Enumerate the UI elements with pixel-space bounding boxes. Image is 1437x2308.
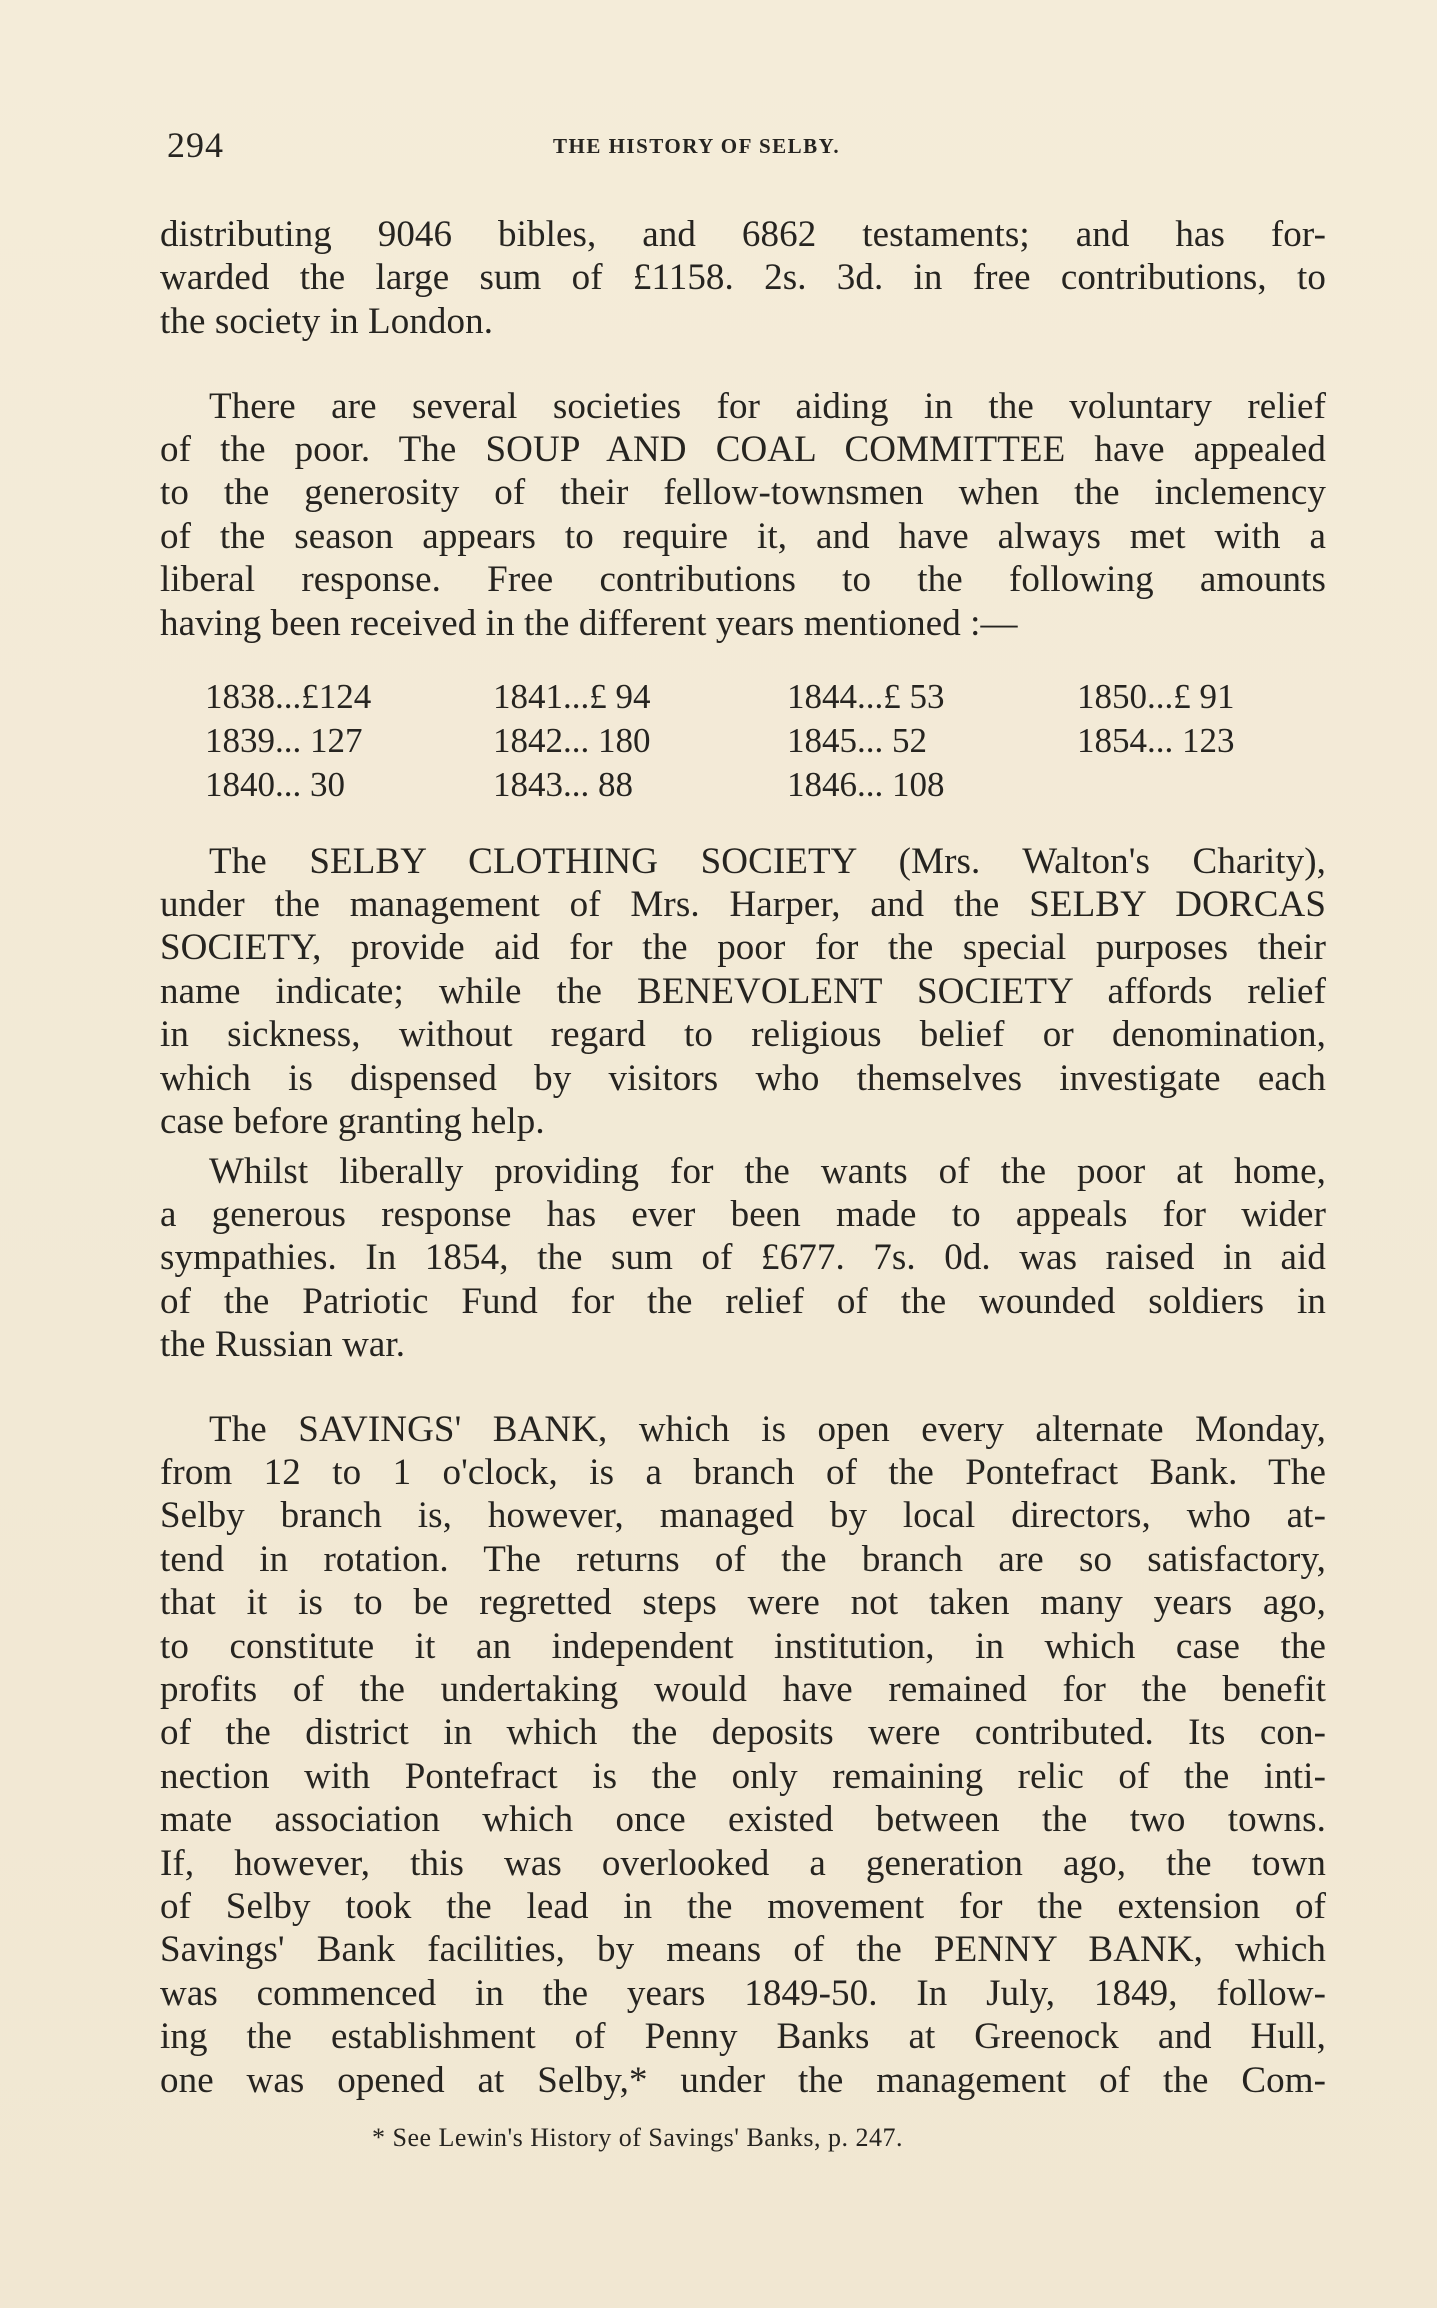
footnote: * See Lewin's History of Savings' Banks, p. 247. <box>372 2123 903 2152</box>
text-line: of Selby took the lead in the movement for the extension of <box>160 1886 1326 1928</box>
text-line: warded the large sum of £1158. 2s. 3d. in free contributions, to <box>160 257 1326 299</box>
text-line: nection with Pontefract is the only remaining relic of the inti- <box>160 1755 1326 1797</box>
text-line: liberal response. Free contributions to the following amounts <box>160 559 1326 601</box>
text-line: which is dispensed by visitors who themselves investigate each <box>160 1057 1326 1099</box>
running-head: THE HISTORY OF SELBY. <box>553 134 841 158</box>
table-column <box>787 675 945 807</box>
table-cell: 1842... 180 <box>493 721 651 760</box>
paragraph-soup-coal <box>160 385 1326 428</box>
table-cell: 1844...£ 53 <box>787 677 945 716</box>
text-line: Whilst liberally providing for the wants of the poor at home, <box>209 1151 1326 1192</box>
text-line: under the management of Mrs. Harper, and the SELBY DORCAS <box>160 884 1326 925</box>
text-line: If, however, this was overlooked a generation ago, the town <box>160 1842 1326 1884</box>
text-line: mate association which once existed between the two towns. <box>160 1799 1326 1841</box>
paragraph-savings-bank-continued <box>160 1451 1326 2102</box>
text-line: one was opened at Selby,* under the management of the Com- <box>160 2059 1326 2101</box>
table-column <box>1077 675 1235 763</box>
table-column <box>205 675 371 807</box>
text-line: in sickness, without regard to religious belief or denomination, <box>160 1014 1326 1056</box>
paragraph-patriotic-fund <box>160 1150 1326 1193</box>
text-line: Selby branch is, however, managed by local directors, who at- <box>160 1495 1326 1537</box>
text-line: of the poor. The SOUP AND COAL COMMITTEE have appealed <box>160 429 1326 470</box>
text-line: a generous response has ever been made to appeals for wider <box>160 1194 1326 1235</box>
table-cell: 1845... 52 <box>787 721 927 760</box>
text-line: of the district in which the deposits were contributed. Its con- <box>160 1712 1326 1754</box>
table-cell: 1850...£ 91 <box>1077 677 1235 716</box>
text-line: the Russian war. <box>160 1324 406 1366</box>
text-line: case before granting help. <box>160 1101 545 1143</box>
text-line: was commenced in the years 1849-50. In July, 1849, follow- <box>160 1972 1326 2014</box>
table-cell: 1843... 88 <box>493 765 633 804</box>
text-line: having been received in the different years mentioned :— <box>160 602 1018 644</box>
paragraph-bible-society <box>160 213 1326 343</box>
table-cell: 1854... 123 <box>1077 721 1235 760</box>
text-line: Savings' Bank facilities, by means of the PENNY BANK, which <box>160 1929 1326 1971</box>
text-line: profits of the undertaking would have remained for the benefit <box>160 1669 1326 1711</box>
page-header <box>167 124 1327 168</box>
text-line: to the generosity of their fellow-townsmen when the inclemency <box>160 472 1326 514</box>
table-cell: 1838...£124 <box>205 677 372 716</box>
table-column <box>493 675 651 807</box>
page-number: 294 <box>167 125 224 165</box>
text-line: SOCIETY, provide aid for the poor for the special purposes their <box>160 927 1326 969</box>
text-line: of the Patriotic Fund for the relief of the wounded soldiers in <box>160 1280 1326 1322</box>
text-line: to constitute it an independent institution, in which case the <box>160 1625 1326 1667</box>
table-cell: 1840... 30 <box>205 765 345 804</box>
text-line: name indicate; while the BENEVOLENT SOCIETY affords relief <box>160 970 1326 1012</box>
paragraph-savings-bank <box>160 1408 1326 1451</box>
paragraph-clothing-society <box>160 840 1326 883</box>
text-line: sympathies. In 1854, the sum of £677. 7s. 0d. was raised in aid <box>160 1237 1326 1279</box>
paragraph-patriotic-fund-continued <box>160 1193 1326 1367</box>
text-line: tend in rotation. The returns of the branch are so satisfactory, <box>160 1538 1326 1580</box>
paragraph-clothing-society-continued <box>160 883 1326 1143</box>
text-line: that it is to be regretted steps were not taken many years ago, <box>160 1582 1326 1624</box>
text-line: of the season appears to require it, and have always met with a <box>160 515 1326 557</box>
paragraph-soup-coal-continued <box>160 428 1326 645</box>
text-line: the society in London. <box>160 300 494 342</box>
table-cell: 1839... 127 <box>205 721 363 760</box>
text-line: The SAVINGS' BANK, which is open every alternate Monday, <box>209 1409 1326 1450</box>
table-cell: 1841...£ 94 <box>493 677 651 716</box>
text-line: There are several societies for aiding in the voluntary relief <box>209 386 1326 427</box>
text-line: The SELBY CLOTHING SOCIETY (Mrs. Walton's Charity), <box>209 841 1326 882</box>
text-line: from 12 to 1 o'clock, is a branch of the Pontefract Bank. The <box>160 1452 1326 1493</box>
text-line: ing the establishment of Penny Banks at Greenock and Hull, <box>160 2016 1326 2058</box>
table-cell: 1846... 108 <box>787 765 945 804</box>
text-line: distributing 9046 bibles, and 6862 testaments; and has for- <box>160 214 1326 255</box>
